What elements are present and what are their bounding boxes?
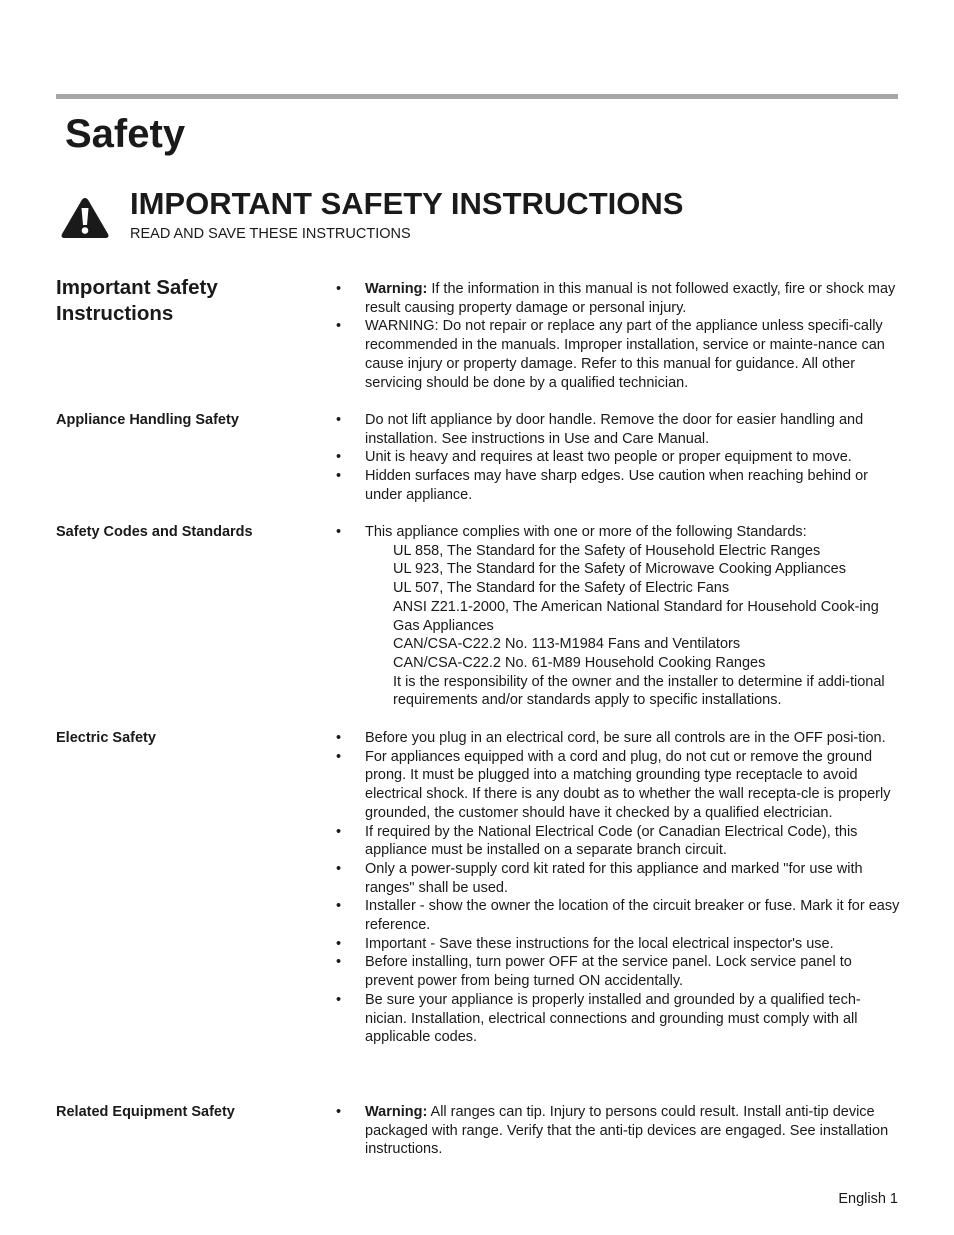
list-item: • Warning: All ranges can tip. Injury to persons could result. Install anti-tip device packaged with range. Verify that the anti-tip devices are engaged. See installation instructions. [336,1104,889,1158]
list-item: • Do not lift appliance by door handle. Remove the door for easier handling and installation. See instructions in Use and Care Manual. [336,412,864,447]
page-title: Safety [65,112,186,156]
page-footer: English 1 [838,1191,898,1207]
section-label: Appliance Handling Safety [56,412,239,428]
standards-list [365,542,902,710]
section-label: Safety Codes and Standards [56,524,253,540]
list-item: • Installer - show the owner the location of the circuit breaker or fuse. Mark it for easy reference. [336,898,900,934]
bullet-list [336,1103,902,1159]
standard-item: ANSI Z21.1-2000, The American National Standard for Household Cook-ing Gas Appliances [393,598,879,634]
top-rule [56,94,898,99]
list-item: • Before you plug in an electrical cord, be sure all controls are in the OFF posi-tion. [336,730,886,746]
standard-item: UL 858, The Standard for the Safety of Household Electric Ranges [393,542,821,559]
standard-item: UL 507, The Standard for the Safety of Electric Fans [393,580,730,597]
main-subheading: READ AND SAVE THESE INSTRUCTIONS [130,226,411,242]
list-item: • Be sure your appliance is properly installed and grounded by a qualified tech-nician. Installation, electrical connections and grounding must comply with all applicable codes. [336,991,861,1046]
list-item: • If required by the National Electrical Code (or Canadian Electrical Code), this appliance must be installed on a separate branch circuit. [336,823,858,859]
list-item: • Warning: If the information in this manual is not followed exactly, fire or shock may result causing property damage or personal injury. [336,281,896,316]
list-item: • Unit is heavy and requires at least two people or proper equipment to move. [336,449,852,466]
main-heading: IMPORTANT SAFETY INSTRUCTIONS [130,186,684,221]
list-item: • This appliance complies with one or more of the following Standards: UL 858, The Standard for the Safety of Household Electric Ranges UL 923, The Standard for the Safety of Microwave Cooking Appliances UL 507, The Standard for the Safety of Electric Fans ANSI Z21.1-2000, The American National Standard for Household Cook-ing Gas Appliances CAN/CSA-C22.2 No. 113-M1984 Fans and Ventilators CAN/CSA-C22.2 No. 61-M89 Household Cooking Ranges It is the responsibility of the owner and the installer to determine if addi-tional requirements and/or standards apply to specific installations. [336,523,902,710]
list-item: • Before installing, turn power OFF at the service panel. Lock service panel to prevent power from being turned ON accidentally. [336,954,852,990]
list-item: • Important - Save these instructions for the local electrical inspector's use. [336,935,834,952]
list-item: • WARNING: Do not repair or replace any part of the appliance unless specifi-cally recommended in the manuals. Improper installation, service or mainte-nance can cause injury or property damage. Refer to this manual for guidance. All other servicing should be done by a qualified technician. [336,318,885,391]
list-item: • Only a power-supply cord kit rated for this appliance and marked "for use with ranges" shall be used. [336,860,863,896]
bullet-list [336,280,902,392]
bullet-list [336,729,902,1047]
warning-triangle-icon [60,196,110,240]
bullet-list [336,411,902,505]
standard-item: It is the responsibility of the owner and the installer to determine if addi-tional requirements and/or standards apply to specific installations. [393,673,885,709]
section-label: Electric Safety [56,730,156,746]
section-label: Important Safety Instructions [56,276,218,325]
standard-item: CAN/CSA-C22.2 No. 113-M1984 Fans and Ventilators [393,636,741,653]
list-item: • Hidden surfaces may have sharp edges. Use caution when reaching behind or under appliance. [336,468,868,503]
standard-item: UL 923, The Standard for the Safety of Microwave Cooking Appliances [393,561,846,578]
list-item: • For appliances equipped with a cord and plug, do not cut or remove the ground prong. It must be plugged into a matching grounding type receptacle to avoid electrical shock. If there is any doubt as to whether the wall recepta-cle is properly grounded, the customer should have it checked by a qualified electrician. [336,748,891,821]
section-label: Related Equipment Safety [56,1104,235,1120]
standard-item: CAN/CSA-C22.2 No. 61-M89 Household Cooking Ranges [393,654,766,671]
bullet-list [336,523,902,710]
